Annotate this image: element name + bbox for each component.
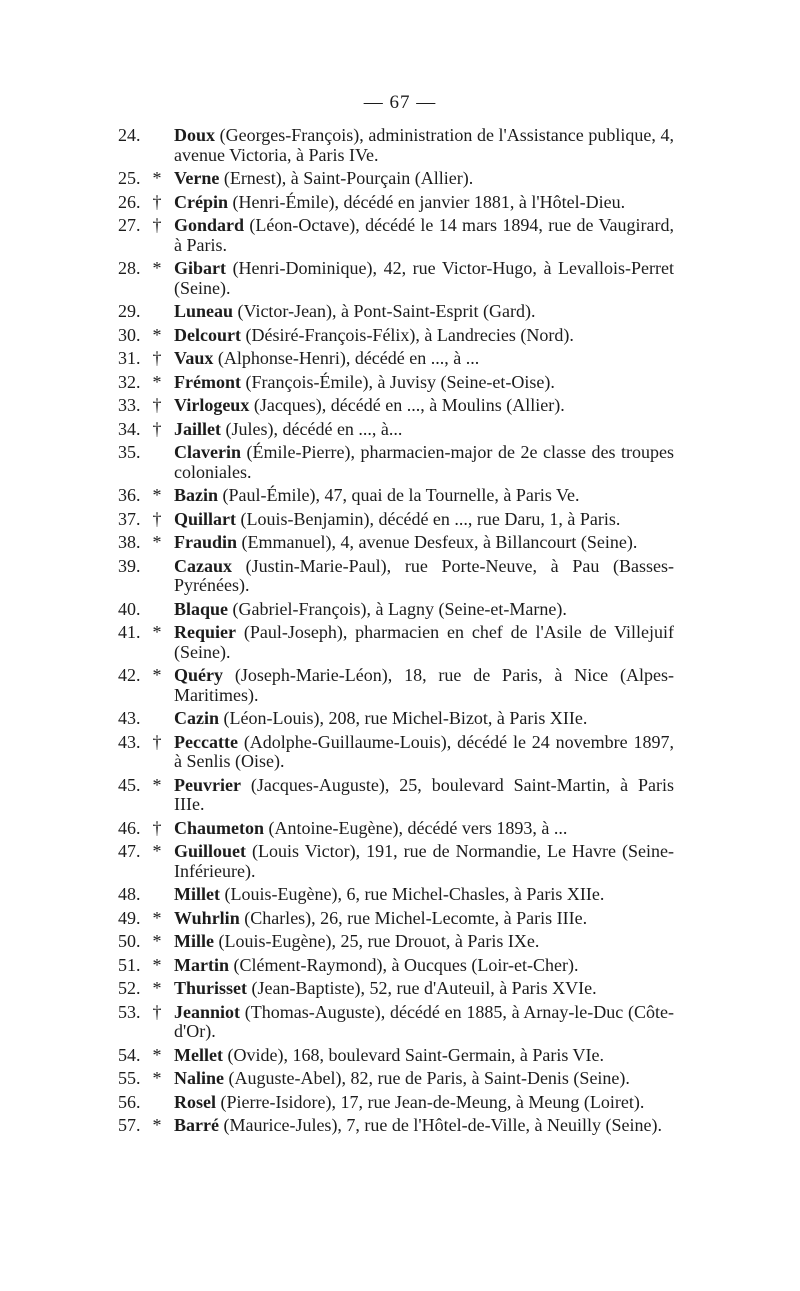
entry-name: Peuvrier: [174, 774, 241, 795]
entry-name: Barré: [174, 1115, 219, 1135]
entry-name: Virlogeux: [174, 395, 250, 415]
entry-mark: †: [152, 508, 162, 529]
list-item: [118, 978, 674, 999]
entry-number: 35.: [118, 442, 141, 462]
entry-mark: †: [152, 418, 162, 439]
entry-name: Thurisset: [174, 978, 248, 998]
entry-details: (Emmanuel), 4, avenue Desfeux, à Billancourt (Seine).: [237, 532, 638, 552]
entry-mark: *: [152, 622, 162, 642]
entry-mark: †: [152, 817, 162, 838]
entry-name: Quillart: [174, 508, 236, 529]
entry-name: Delcourt: [174, 324, 241, 345]
list-item: [118, 731, 674, 772]
list-item: [118, 215, 674, 255]
entry-mark: †: [152, 731, 162, 752]
entry-mark: *: [152, 532, 162, 552]
entry-number: 31.: [118, 348, 141, 368]
entry-details: (Antoine-Eugène), décédé vers 1893, à ...: [264, 817, 568, 838]
entry-name: Vaux: [174, 348, 214, 368]
page-number: — 67 —: [363, 92, 437, 113]
entry-name: Blaque: [174, 598, 229, 619]
entry-number: 37.: [118, 508, 141, 529]
entry-name: Mellet: [174, 1044, 223, 1065]
entry-details: (Maurice-Jules), 7, rue de l'Hôtel-de-Ville, à Neuilly (Seine).: [218, 1115, 662, 1135]
entry-details: (Alphonse-Henri), décédé en ..., à ...: [213, 348, 480, 368]
entry-mark: *: [152, 931, 162, 951]
entry-name: Jeanniot: [174, 1001, 241, 1022]
entry-details: (Victor-Jean), à Pont-Saint-Esprit (Gard).: [233, 301, 536, 321]
entry-number: 43.: [118, 708, 141, 728]
entry-name: Jaillet: [174, 418, 221, 439]
entry-name: Mille: [174, 931, 214, 951]
entry-number: 29.: [118, 301, 141, 321]
list-item: [118, 371, 674, 393]
entry-mark: *: [152, 168, 162, 188]
list-item: [118, 168, 674, 189]
entry-mark: *: [152, 954, 162, 975]
entry-mark: *: [152, 324, 162, 345]
entry-number: 54.: [118, 1044, 141, 1065]
entry-number: 56.: [118, 1091, 141, 1112]
entry-name: Cazin: [174, 708, 219, 728]
entry-details: (Georges-François), administration de l'Assistance publique, 4, avenue Victoria, à Paris IVe.: [174, 125, 674, 165]
entry-name: Fraudin: [174, 532, 238, 552]
list-item: [118, 418, 674, 440]
entry-details: (Jacques), décédé en ..., à Moulins (Allier).: [249, 395, 565, 415]
list-item: [118, 665, 674, 705]
list-item: [118, 907, 674, 929]
entry-details: (Pierre-Isidore), 17, rue Jean-de-Meung, à Meung (Loiret).: [216, 1091, 645, 1112]
entry-name: Frémont: [174, 371, 241, 392]
entry-details: (Ernest), à Saint-Pourçain (Allier).: [219, 168, 474, 188]
list-item: [118, 774, 674, 815]
list-item: [118, 555, 674, 596]
entry-number: 30.: [118, 324, 141, 345]
entry-name: Wuhrlin: [174, 907, 240, 928]
entry-name: Rosel: [174, 1091, 216, 1112]
entry-number: 33.: [118, 395, 141, 415]
entry-number: 53.: [118, 1001, 141, 1022]
entry-mark: *: [152, 485, 162, 505]
list-item: [118, 485, 674, 506]
entry-number: 26.: [118, 191, 141, 212]
entry-name: Guillouet: [174, 841, 247, 861]
entry-list: [0, 126, 800, 1140]
entry-details: (Léon-Louis), 208, rue Michel-Bizot, à Paris XIIe.: [219, 708, 588, 728]
entry-details: (Louis-Benjamin), décédé en ..., rue Daru, 1, à Paris.: [236, 508, 621, 529]
entry-mark: †: [152, 348, 162, 368]
entry-number: 47.: [118, 841, 141, 861]
list-item: [118, 598, 674, 620]
list-item: [118, 395, 674, 416]
entry-number: 28.: [118, 258, 141, 278]
entry-number: 43.: [118, 731, 141, 752]
entry-name: Bazin: [174, 485, 219, 505]
entry-mark: *: [152, 1068, 162, 1088]
list-item: [118, 301, 674, 322]
entry-number: 49.: [118, 907, 141, 928]
list-item: [118, 884, 674, 905]
entry-details: (Jean-Baptiste), 52, rue d'Auteuil, à Paris XVIe.: [247, 978, 597, 998]
entry-number: 45.: [118, 774, 141, 795]
list-item: [118, 817, 674, 839]
entry-name: Chaumeton: [174, 817, 265, 838]
list-item: [118, 1068, 674, 1089]
list-item: [118, 125, 674, 165]
list-item: [118, 442, 674, 482]
entry-number: 38.: [118, 532, 141, 552]
list-item: [118, 348, 674, 369]
entry-name: Cazaux: [174, 555, 232, 576]
entry-mark: *: [152, 371, 162, 392]
entry-details: (Joseph-Marie-Léon), 18, rue de Paris, à Nice (Alpes-Maritimes).: [174, 665, 674, 705]
entry-number: 32.: [118, 371, 141, 392]
entry-mark: *: [152, 978, 162, 998]
entry-number: 51.: [118, 954, 141, 975]
list-item: [118, 1001, 674, 1042]
list-item: [118, 622, 674, 662]
entry-name: Doux: [174, 125, 216, 145]
entry-mark: *: [152, 1115, 162, 1135]
entry-name: Martin: [174, 954, 229, 975]
entry-details: (Paul-Émile), 47, quai de la Tournelle, à Paris Ve.: [218, 485, 580, 505]
entry-details: (Jules), décédé en ..., à...: [221, 418, 403, 439]
list-item: [118, 324, 674, 346]
entry-number: 27.: [118, 215, 141, 235]
entry-details: (Adolphe-Guillaume-Louis), décédé le 24 novembre 1897, à Senlis (Oise).: [174, 731, 674, 771]
list-item: [118, 191, 674, 213]
list-item: [118, 931, 674, 952]
entry-name: Crépin: [174, 191, 228, 212]
list-item: [118, 258, 674, 298]
list-item: [118, 1091, 674, 1113]
entry-number: 24.: [118, 125, 141, 145]
entry-details: (Jacques-Auguste), 25, boulevard Saint-Martin, à Paris IIIe.: [174, 774, 674, 814]
entry-number: 25.: [118, 168, 141, 188]
entry-details: (Louis-Eugène), 6, rue Michel-Chasles, à Paris XIIe.: [219, 884, 605, 904]
entry-number: 48.: [118, 884, 141, 904]
entry-number: 36.: [118, 485, 141, 505]
entry-number: 46.: [118, 817, 141, 838]
entry-mark: †: [152, 395, 162, 415]
list-item: [118, 954, 674, 976]
entry-details: (Henri-Dominique), 42, rue Victor-Hugo, à Levallois-Perret (Seine).: [174, 258, 674, 298]
entry-name: Gibart: [174, 258, 226, 278]
entry-details: (Paul-Joseph), pharmacien en chef de l'Asile de Villejuif (Seine).: [174, 622, 674, 662]
entry-name: Gondard: [174, 215, 245, 235]
entry-name: Claverin: [174, 442, 241, 462]
entry-mark: *: [152, 907, 162, 928]
entry-name: Requier: [174, 622, 236, 642]
list-item: [118, 508, 674, 530]
entry-details: (Désiré-François-Félix), à Landrecies (Nord).: [240, 324, 574, 345]
entry-number: 34.: [118, 418, 141, 439]
entry-number: 40.: [118, 598, 141, 619]
entry-mark: *: [152, 1044, 162, 1065]
entry-details: (Ovide), 168, boulevard Saint-Germain, à Paris VIe.: [222, 1044, 605, 1065]
entry-mark: *: [152, 841, 162, 861]
entry-details: (Thomas-Auguste), décédé en 1885, à Arnay-le-Duc (Côte-d'Or).: [174, 1001, 674, 1041]
entry-details: (Auguste-Abel), 82, rue de Paris, à Saint-Denis (Seine).: [224, 1068, 630, 1088]
entry-details: (Henri-Émile), décédé en janvier 1881, à l'Hôtel-Dieu.: [228, 191, 626, 212]
entry-number: 55.: [118, 1068, 141, 1088]
entry-name: Verne: [174, 168, 220, 188]
list-item: [118, 708, 674, 729]
entry-number: 42.: [118, 665, 141, 685]
entry-name: Millet: [174, 884, 220, 904]
entry-details: (Charles), 26, rue Michel-Lecomte, à Paris IIIe.: [239, 907, 588, 928]
list-item: [118, 532, 674, 553]
entry-number: 57.: [118, 1115, 141, 1135]
entry-mark: †: [152, 1001, 162, 1022]
entry-name: Luneau: [174, 301, 234, 321]
entry-name: Quéry: [174, 665, 223, 685]
entry-details: (Gabriel-François), à Lagny (Seine-et-Marne).: [228, 598, 567, 619]
entry-details: (Louis-Eugène), 25, rue Drouot, à Paris IXe.: [213, 931, 540, 951]
entry-number: 39.: [118, 555, 141, 576]
entry-number: 50.: [118, 931, 141, 951]
entry-mark: †: [152, 215, 162, 235]
entry-number: 52.: [118, 978, 141, 998]
list-item: [118, 841, 674, 881]
entry-number: 41.: [118, 622, 141, 642]
entry-details: (Clément-Raymond), à Oucques (Loir-et-Cher).: [228, 954, 579, 975]
entry-details: (Justin-Marie-Paul), rue Porte-Neuve, à Pau (Basses-Pyrénées).: [174, 555, 674, 595]
entry-details: (Léon-Octave), décédé le 14 mars 1894, rue de Vaugirard, à Paris.: [174, 215, 674, 255]
list-item: [118, 1044, 674, 1066]
entry-details: (François-Émile), à Juvisy (Seine-et-Oise).: [240, 371, 555, 392]
entry-mark: †: [152, 191, 162, 212]
entry-mark: *: [152, 258, 162, 278]
entry-mark: *: [152, 774, 162, 795]
entry-name: Peccatte: [174, 731, 238, 752]
entry-mark: *: [152, 665, 162, 685]
entry-name: Naline: [174, 1068, 225, 1088]
entry-details: (Louis Victor), 191, rue de Normandie, Le Havre (Seine-Inférieure).: [174, 841, 674, 881]
entry-details: (Émile-Pierre), pharmacien-major de 2e classe des troupes coloniales.: [174, 442, 674, 482]
list-item: [118, 1115, 674, 1136]
